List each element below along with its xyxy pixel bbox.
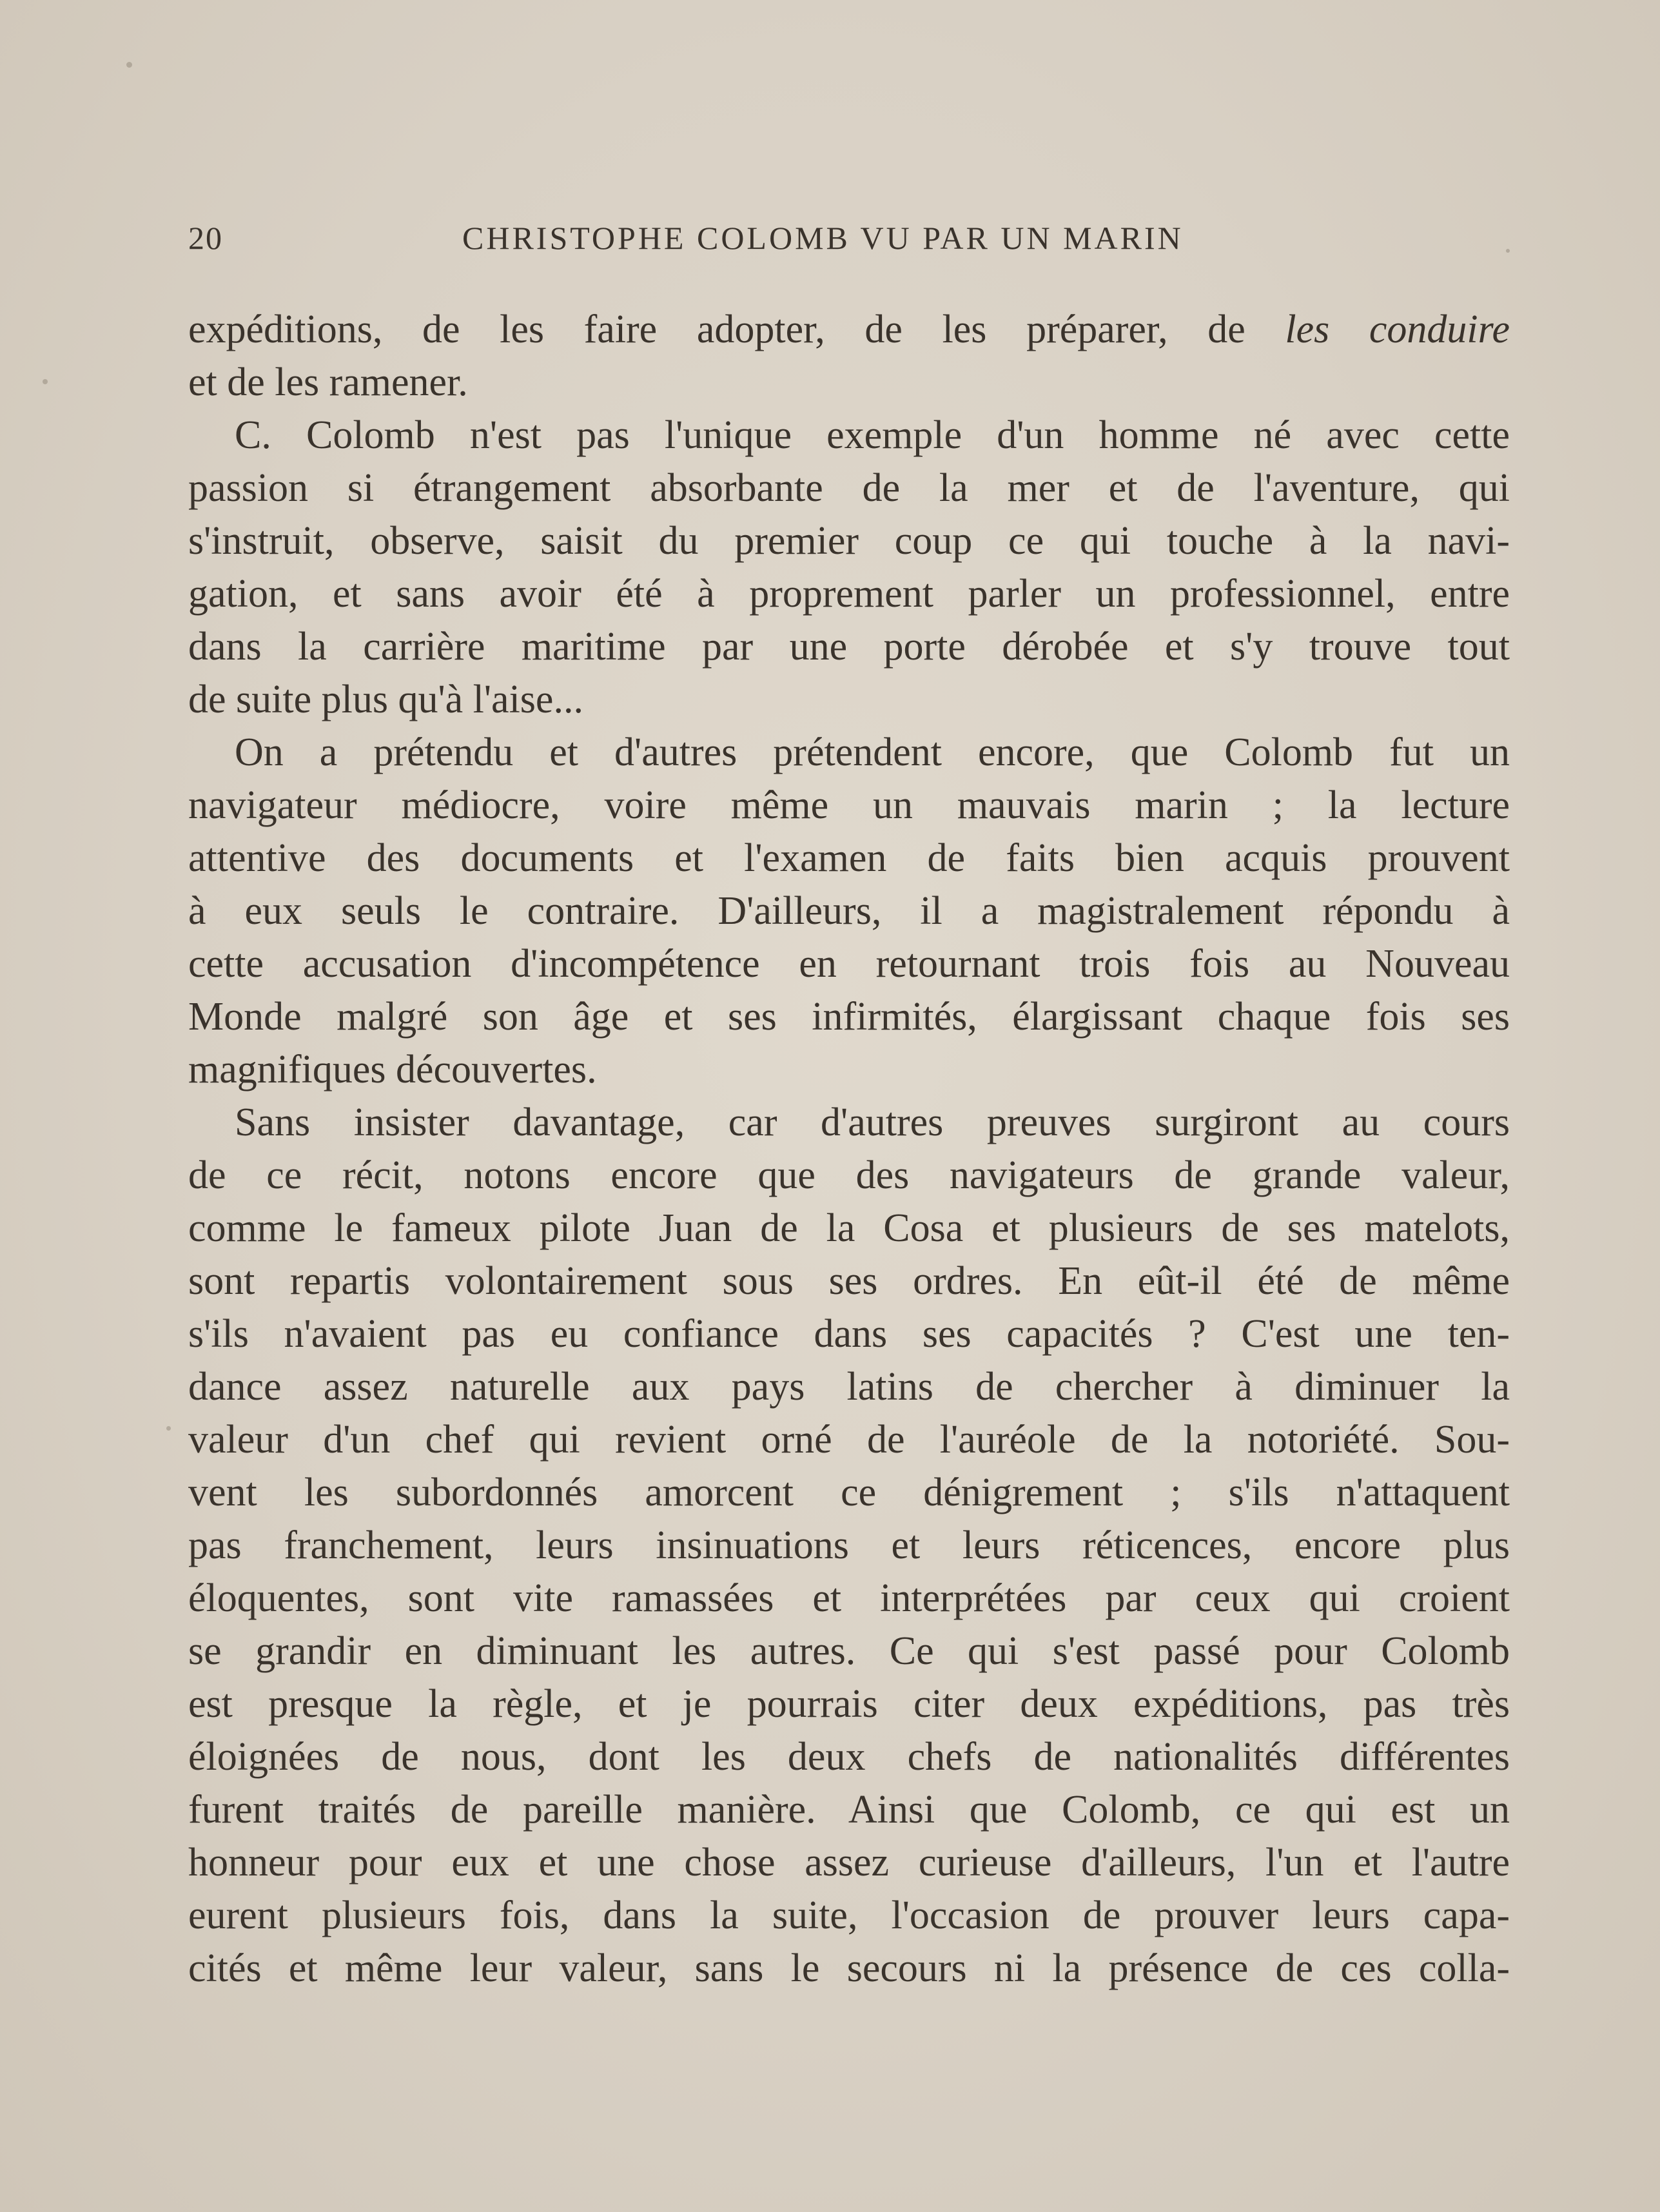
- text-line: expéditions, de les faire adopter, de les préparer, de les conduire: [188, 308, 1510, 351]
- text-line: s'instruit, observe, saisit du premier coup ce qui touche à la navi-: [188, 519, 1510, 563]
- text-line: éloquentes, sont vite ramassées et interprétées par ceux qui croient: [188, 1576, 1510, 1620]
- paper-speck: [126, 62, 132, 68]
- text-line: vent les subordonnés amorcent ce dénigrement ; s'ils n'attaquent: [188, 1471, 1510, 1514]
- running-header: [188, 219, 1510, 264]
- text-line: eurent plusieurs fois, dans la suite, l'occasion de prouver leurs capa-: [188, 1894, 1510, 1937]
- text-line: dance assez naturelle aux pays latins de chercher à diminuer la: [188, 1365, 1510, 1409]
- text-line: honneur pour eux et une chose assez curieuse d'ailleurs, l'un et l'autre: [188, 1841, 1510, 1884]
- paper-speck: [43, 379, 48, 384]
- text-line: se grandir en diminuant les autres. Ce qui s'est passé pour Colomb: [188, 1629, 1510, 1673]
- text-line: éloignées de nous, dont les deux chefs de nationalités différentes: [188, 1735, 1510, 1779]
- text-line: s'ils n'avaient pas eu confiance dans ses capacités ? C'est une ten-: [188, 1312, 1510, 1356]
- body-text: [188, 303, 1510, 1995]
- text-line: à eux seuls le contraire. D'ailleurs, il a magistralement répondu à: [188, 889, 1510, 933]
- text-line: valeur d'un chef qui revient orné de l'auréole de la notoriété. Sou-: [188, 1418, 1510, 1462]
- text-line: passion si étrangement absorbante de la mer et de l'aventure, qui: [188, 466, 1510, 510]
- text-line: C. Colomb n'est pas l'unique exemple d'un homme né avec cette: [235, 413, 1510, 457]
- text-line: Sans insister davantage, car d'autres preuves surgiront au cours: [235, 1101, 1510, 1144]
- text-line: dans la carrière maritime par une porte dérobée et s'y trouve tout: [188, 625, 1510, 669]
- page-number: 20: [188, 220, 223, 256]
- text-line: furent traités de pareille manière. Ainsi que Colomb, ce qui est un: [188, 1788, 1510, 1832]
- text-line: attentive des documents et l'examen de faits bien acquis prouvent: [188, 836, 1510, 880]
- text-line: cités et même leur valeur, sans le secours ni la présence de ces colla-: [188, 1946, 1510, 1990]
- text-line: navigateur médiocre, voire même un mauvais marin ; la lecture: [188, 783, 1510, 827]
- text-line: magnifiques découvertes.: [188, 1048, 597, 1091]
- text-line: Monde malgré son âge et ses infirmités, élargissant chaque fois ses: [188, 995, 1510, 1039]
- text-line: de ce récit, notons encore que des navigateurs de grande valeur,: [188, 1153, 1510, 1197]
- running-title: CHRISTOPHE COLOMB VU PAR UN MARIN: [462, 220, 1184, 256]
- text-line: pas franchement, leurs insinuations et leurs réticences, encore plus: [188, 1523, 1510, 1567]
- text-line: sont repartis volontairement sous ses ordres. En eût-il été de même: [188, 1259, 1510, 1303]
- paper-speck: [166, 1426, 171, 1431]
- text-line: de suite plus qu'à l'aise...: [188, 678, 583, 721]
- text-line: et de les ramener.: [188, 360, 468, 404]
- text-line: On a prétendu et d'autres prétendent encore, que Colomb fut un: [235, 730, 1510, 774]
- text-line: comme le fameux pilote Juan de la Cosa et plusieurs de ses matelots,: [188, 1206, 1510, 1250]
- text-line: est presque la règle, et je pourrais citer deux expéditions, pas très: [188, 1682, 1510, 1726]
- text-line: cette accusation d'incompétence en retournant trois fois au Nouveau: [188, 942, 1510, 986]
- text-line: gation, et sans avoir été à proprement parler un professionnel, entre: [188, 572, 1510, 616]
